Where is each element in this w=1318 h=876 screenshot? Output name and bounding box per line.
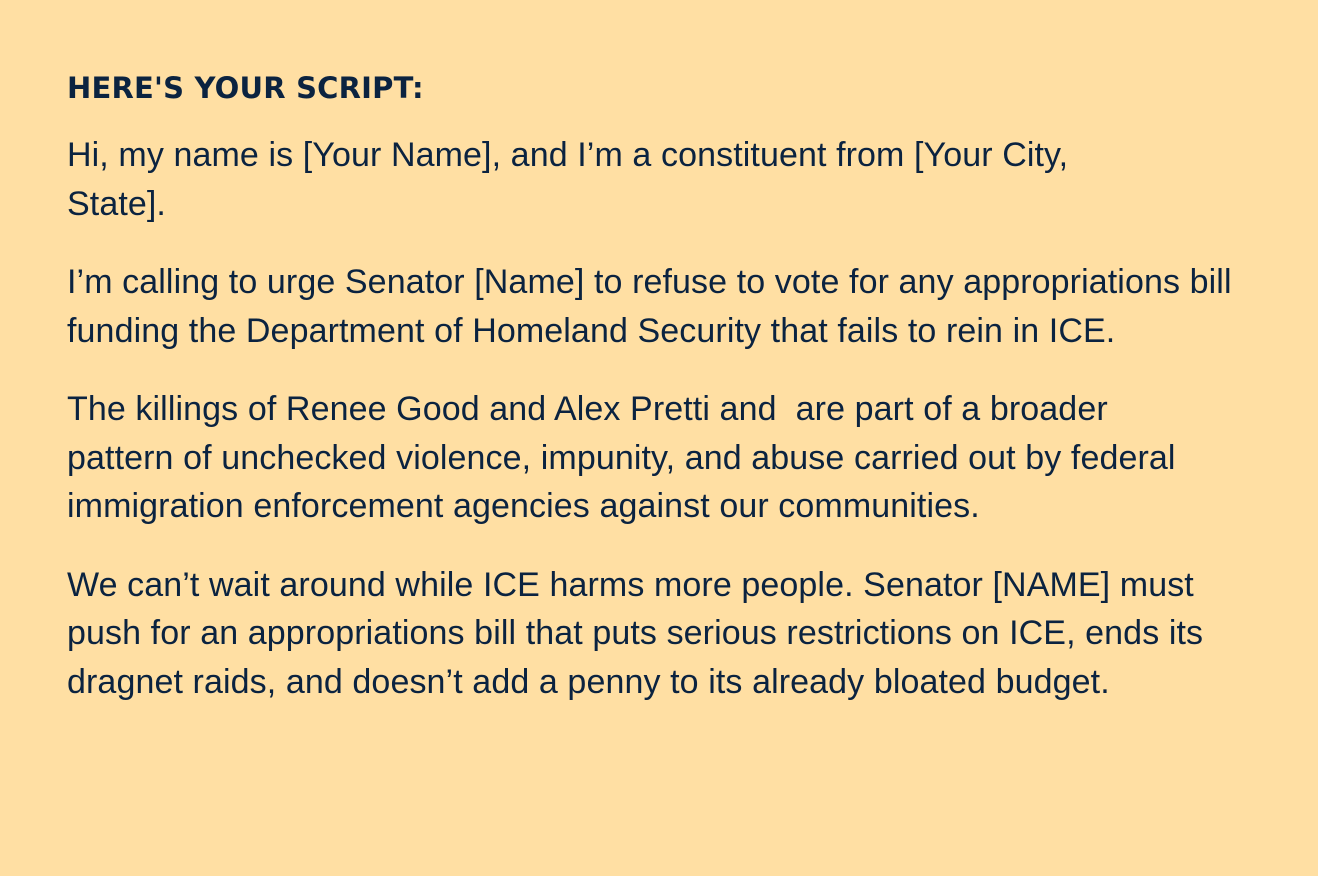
script-paragraph-context: The killings of Renee Good and Alex Pretti and are part of a broader pattern of unchecked violence, impunity, and abuse carried out by federal immigration enforcement agencies against our communities. — [67, 390, 1186, 525]
script-paragraph-request: I’m calling to urge Senator [Name] to refuse to vote for any appropriations bill funding the Department of Homeland Security that fails to rein in ICE. — [67, 263, 1242, 350]
call-script-card — [67, 64, 1247, 736]
script-paragraph-intro: Hi, my name is [Your Name], and I’m a constituent from [Your City, State]. — [67, 136, 1078, 223]
script-heading: HERE'S YOUR SCRIPT: — [67, 71, 424, 105]
script-paragraph-demand: We can’t wait around while ICE harms more people. Senator [NAME] must push for an appropriations bill that puts serious restrictions on ICE, ends its dragnet raids, and doesn’t add a penny to its already bloated budget. — [67, 565, 1213, 701]
